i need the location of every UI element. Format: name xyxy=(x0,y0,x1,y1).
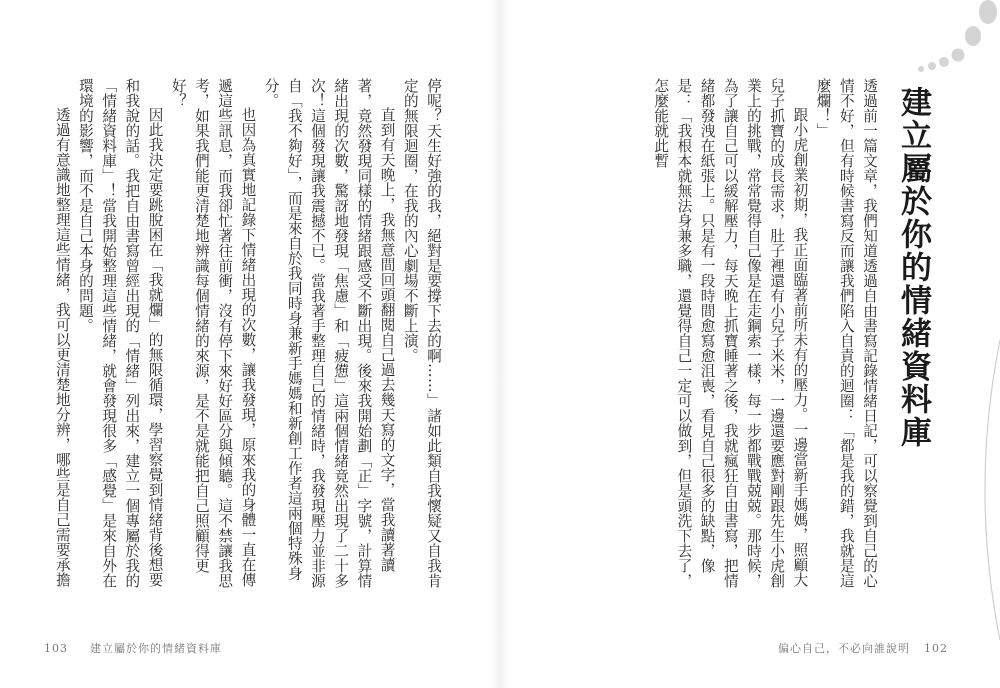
paragraph: 停呢？天生好強的我，絕對是要撐下去的啊……」諸如此類自我懷疑又自我肯定的無限迴圈，在我的內心劇場不斷上演。 xyxy=(401,78,442,588)
left-page-body xyxy=(50,78,445,598)
running-head: 建立屬於你的情緒資料庫 xyxy=(90,642,222,655)
decorative-curve xyxy=(970,340,1000,640)
paragraph: 透過前一篇文章，我們知道透過自由書寫記錄情緒日記，可以察覺到自己的心情不好，但有時候書寫反而讓我們陷入自責的迴圈：「都是我的錯，我就是這麼爛！」 xyxy=(814,78,878,588)
paragraph: 直到有天晚上，我無意間回頭翻閱自己過去幾天寫的文字，當我讀著讀著，竟然發現同樣的情緒跟感受不斷出現。後來我開始劃「正」字號，計算情緒出現的次數，驚訝地發現「焦慮」和「疲憊」這兩個情緒竟然出現了二十多次！這個發現讓我震撼不已。當我著手整理自己的情緒時，我發現壓力並非源自「我不夠好」，而是來自於我同時身兼新手媽媽和新創工作者這兩個特殊身分。 xyxy=(262,78,396,588)
running-head: 偏心自己，不必向誰說明 xyxy=(778,642,910,655)
page-gutter xyxy=(490,0,510,688)
paragraph: 跟小虎創業初期，我正面臨著前所未有的壓力。一邊當新手媽媽，照顧大兒子抓寶的成長需求，肚子裡還有小兒子米米，一邊還要應對剛跟先生小虎創業上的挑戰，常常覺得自己像是在走鋼索一樣，每一步都戰戰兢兢。那時候，為了讓自己可以緩解壓力，每天晚上抓寶睡著之後，我就瘋狂自由書寫，把情緒都發洩在紙張上。只是有一段時間愈寫愈沮喪，看見自己很多的缺點，像是：「我根本就無法身兼多職，還覺得自己一定可以做到，但是頭洗下去了，怎麼能就此暫 xyxy=(652,78,809,588)
page-number: 102 xyxy=(924,642,948,655)
right-page-footer xyxy=(778,640,948,656)
paragraph: 因此我決定要跳脫困在「我就爛」的無限循環，學習察覺到情緒背後想要和我說的話。我把自由書寫曾經出現的「情緒」列出來，建立一個專屬於我的「情緒資料庫」！當我開始整理這些情緒，就會發現很多「感覺」是來自外在環境的影響，而不是自己本身的問題。 xyxy=(76,78,164,588)
paragraph: 透過有意識地整理這些情緒，我可以更清楚地分辨，哪些是自己需要承擔 xyxy=(53,107,71,588)
left-page-footer xyxy=(44,640,222,656)
chapter-title: 建立屬於你的情緒資料庫 xyxy=(895,86,931,449)
paragraph: 也因為真實地記錄下情緒出現的次數，讓我發現，原來我的身體一直在傳遞這些訊息，而我卻忙著往前衝，沒有停下來好好區分與傾聽。這不禁讓我思考，如果我們能更清楚地辨識每個情緒的來源，是不是就能把自己照顧得更好？ xyxy=(169,78,257,588)
page-number: 103 xyxy=(44,642,68,655)
right-page-body xyxy=(544,78,881,598)
